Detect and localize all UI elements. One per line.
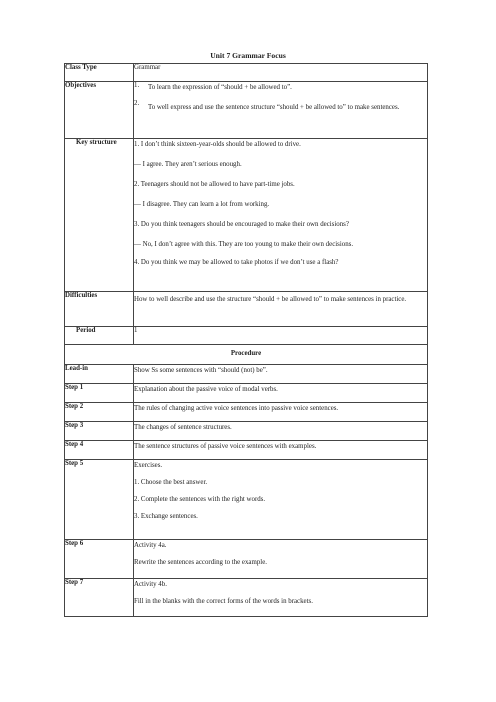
key-structure-line: 4. Do you think we may be allowed to take photos if we don’t use a flash? <box>134 259 339 266</box>
row-step <box>65 579 428 617</box>
document-title: Unit 7 Grammar Focus <box>210 51 286 60</box>
objective-item <box>134 82 427 94</box>
step-line: Fill in the blanks with the correct forms of the words in brackets. <box>134 598 313 605</box>
key-structure-line: — I agree. They aren’t serious enough. <box>134 161 242 168</box>
key-structure-line: — I disagree. They can learn a lot from working. <box>134 201 270 208</box>
lesson-plan-table <box>64 63 428 617</box>
class-type-value: Grammar <box>134 64 428 82</box>
step-line: Activity 4a. <box>134 542 167 549</box>
step-line: Explanation about the passive voice of modal verbs. <box>134 386 278 393</box>
step-line: Exercises. <box>134 462 163 469</box>
class-type-label: Class Type <box>65 64 134 82</box>
objectives-label: Objectives <box>65 82 134 139</box>
step-label: Step 5 <box>65 460 134 540</box>
row-procedure-heading <box>65 345 428 365</box>
row-step <box>65 460 428 540</box>
step-content <box>134 403 428 422</box>
difficulties-value: How to well describe and use the structure “should + be allowed to” to make sentences in practice. <box>134 292 428 327</box>
step-line: Activity 4b. <box>134 581 167 588</box>
step-line: The sentence structures of passive voice sentences with examples. <box>134 443 317 450</box>
key-structure-line: 3. Do you think teenagers should be encouraged to make their own decisions? <box>134 221 349 228</box>
step-label: Step 6 <box>65 540 134 579</box>
row-step <box>65 365 428 384</box>
row-key-structure <box>65 139 428 292</box>
step-line: The changes of sentence structures. <box>134 424 232 431</box>
step-line: Show Ss some sentences with “should (not) be”. <box>134 367 268 374</box>
key-structure-line: 1. I don’t think sixteen-year-olds should be allowed to drive. <box>134 141 301 148</box>
step-content <box>134 540 428 579</box>
step-content <box>134 384 428 403</box>
row-class-type <box>65 64 428 82</box>
difficulties-label: Difficulties <box>65 292 134 327</box>
key-structure-label: Key structure <box>65 139 134 292</box>
step-line: 3. Exchange sentences. <box>134 513 198 520</box>
step-content <box>134 579 428 617</box>
key-structure-line: — No, I don’t agree with this. They are too young to make their own decisions. <box>134 241 354 248</box>
row-period <box>65 327 428 345</box>
step-content <box>134 365 428 384</box>
step-line: 2. Complete the sentences with the right words. <box>134 496 266 503</box>
step-label: Step 4 <box>65 441 134 460</box>
objective-number: 1. <box>134 82 140 89</box>
step-content <box>134 460 428 540</box>
objective-text: To well express and use the sentence structure “should + be allowed to” to make sentences. <box>148 104 400 111</box>
step-label: Step 1 <box>65 384 134 403</box>
objective-text: To learn the expression of “should + be allowed to”. <box>148 84 292 91</box>
step-content <box>134 422 428 441</box>
step-content <box>134 441 428 460</box>
row-step <box>65 422 428 441</box>
step-line: The rules of changing active voice sentences into passive voice sentences. <box>134 405 339 412</box>
key-structure-content <box>134 139 428 292</box>
objective-number: 2. <box>134 100 140 107</box>
row-objectives <box>65 82 428 139</box>
procedure-heading: Procedure <box>65 345 428 365</box>
objectives-content <box>134 82 428 139</box>
row-difficulties <box>65 292 428 327</box>
step-label: Lead-in <box>65 365 134 384</box>
row-step <box>65 441 428 460</box>
row-step <box>65 384 428 403</box>
period-value: 1 <box>134 327 428 345</box>
step-label: Step 3 <box>65 422 134 441</box>
row-step <box>65 403 428 422</box>
step-line: Rewrite the sentences according to the example. <box>134 559 267 566</box>
objective-item <box>134 100 427 116</box>
period-label: Period <box>65 327 134 345</box>
step-label: Step 7 <box>65 579 134 617</box>
row-step <box>65 540 428 579</box>
step-label: Step 2 <box>65 403 134 422</box>
step-line: 1. Choose the best answer. <box>134 479 208 486</box>
key-structure-line: 2. Teenagers should not be allowed to have part-time jobs. <box>134 181 295 188</box>
